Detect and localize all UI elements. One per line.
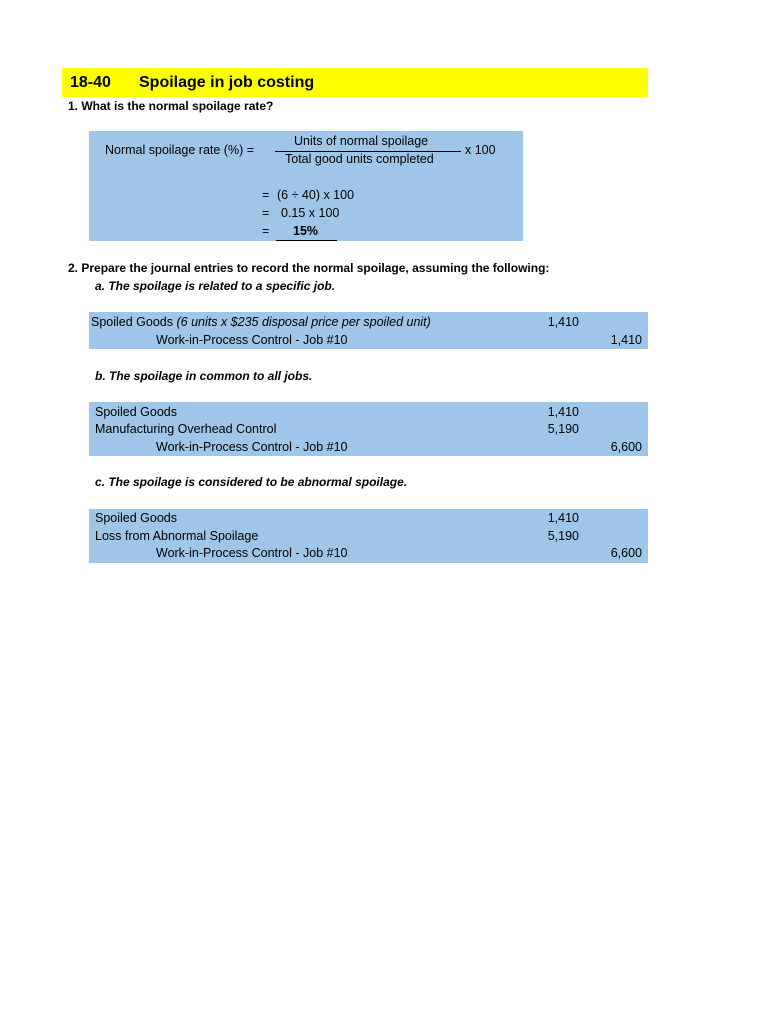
account-name: Work-in-Process Control - Job #10 [156, 333, 348, 347]
step-2-expr: 0.15 x 100 [281, 206, 340, 220]
formula-multiplier: x 100 [465, 143, 496, 157]
formula-lhs: Normal spoilage rate (%) = [105, 143, 255, 157]
credit-amount: 6,600 [610, 440, 642, 454]
step-2-eq: = [262, 206, 270, 220]
credit-amount: 6,600 [610, 546, 642, 560]
question-2: 2. Prepare the journal entries to record the normal spoilage, assuming the following: [68, 261, 550, 275]
formula-denominator: Total good units completed [285, 152, 434, 166]
debit-amount: 1,410 [547, 511, 579, 525]
result-underline [276, 240, 337, 241]
step-1-expr: (6 ÷ 40) x 100 [277, 188, 355, 202]
credit-amount: 1,410 [610, 333, 642, 347]
debit-amount: 1,410 [547, 315, 579, 329]
account-name: Work-in-Process Control - Job #10 [156, 440, 348, 454]
problem-number: 18-40 [70, 74, 111, 91]
part-b-heading: b. The spoilage in common to all jobs. [95, 369, 313, 383]
part-a-heading: a. The spoilage is related to a specific job. [95, 279, 336, 293]
table-row [91, 315, 431, 329]
question-1: 1. What is the normal spoilage rate? [68, 99, 274, 113]
account-name: Spoiled Goods [95, 405, 178, 419]
step-1-eq: = [262, 188, 270, 202]
account-name: Spoiled Goods [91, 315, 174, 329]
debit-amount: 1,410 [547, 405, 579, 419]
problem-title: Spoilage in job costing [139, 74, 315, 91]
account-name: Loss from Abnormal Spoilage [95, 529, 259, 543]
result-value: 15% [293, 224, 319, 238]
account-name: Manufacturing Overhead Control [95, 422, 277, 436]
part-c-heading: c. The spoilage is considered to be abnormal spoilage. [95, 475, 408, 489]
debit-amount: 5,190 [547, 422, 579, 436]
account-name: Work-in-Process Control - Job #10 [156, 546, 348, 560]
account-name: Spoiled Goods [95, 511, 178, 525]
debit-amount: 5,190 [547, 529, 579, 543]
account-note: (6 units x $235 disposal price per spoiled unit) [176, 315, 431, 329]
step-3-eq: = [262, 224, 270, 238]
formula-numerator: Units of normal spoilage [294, 134, 429, 148]
